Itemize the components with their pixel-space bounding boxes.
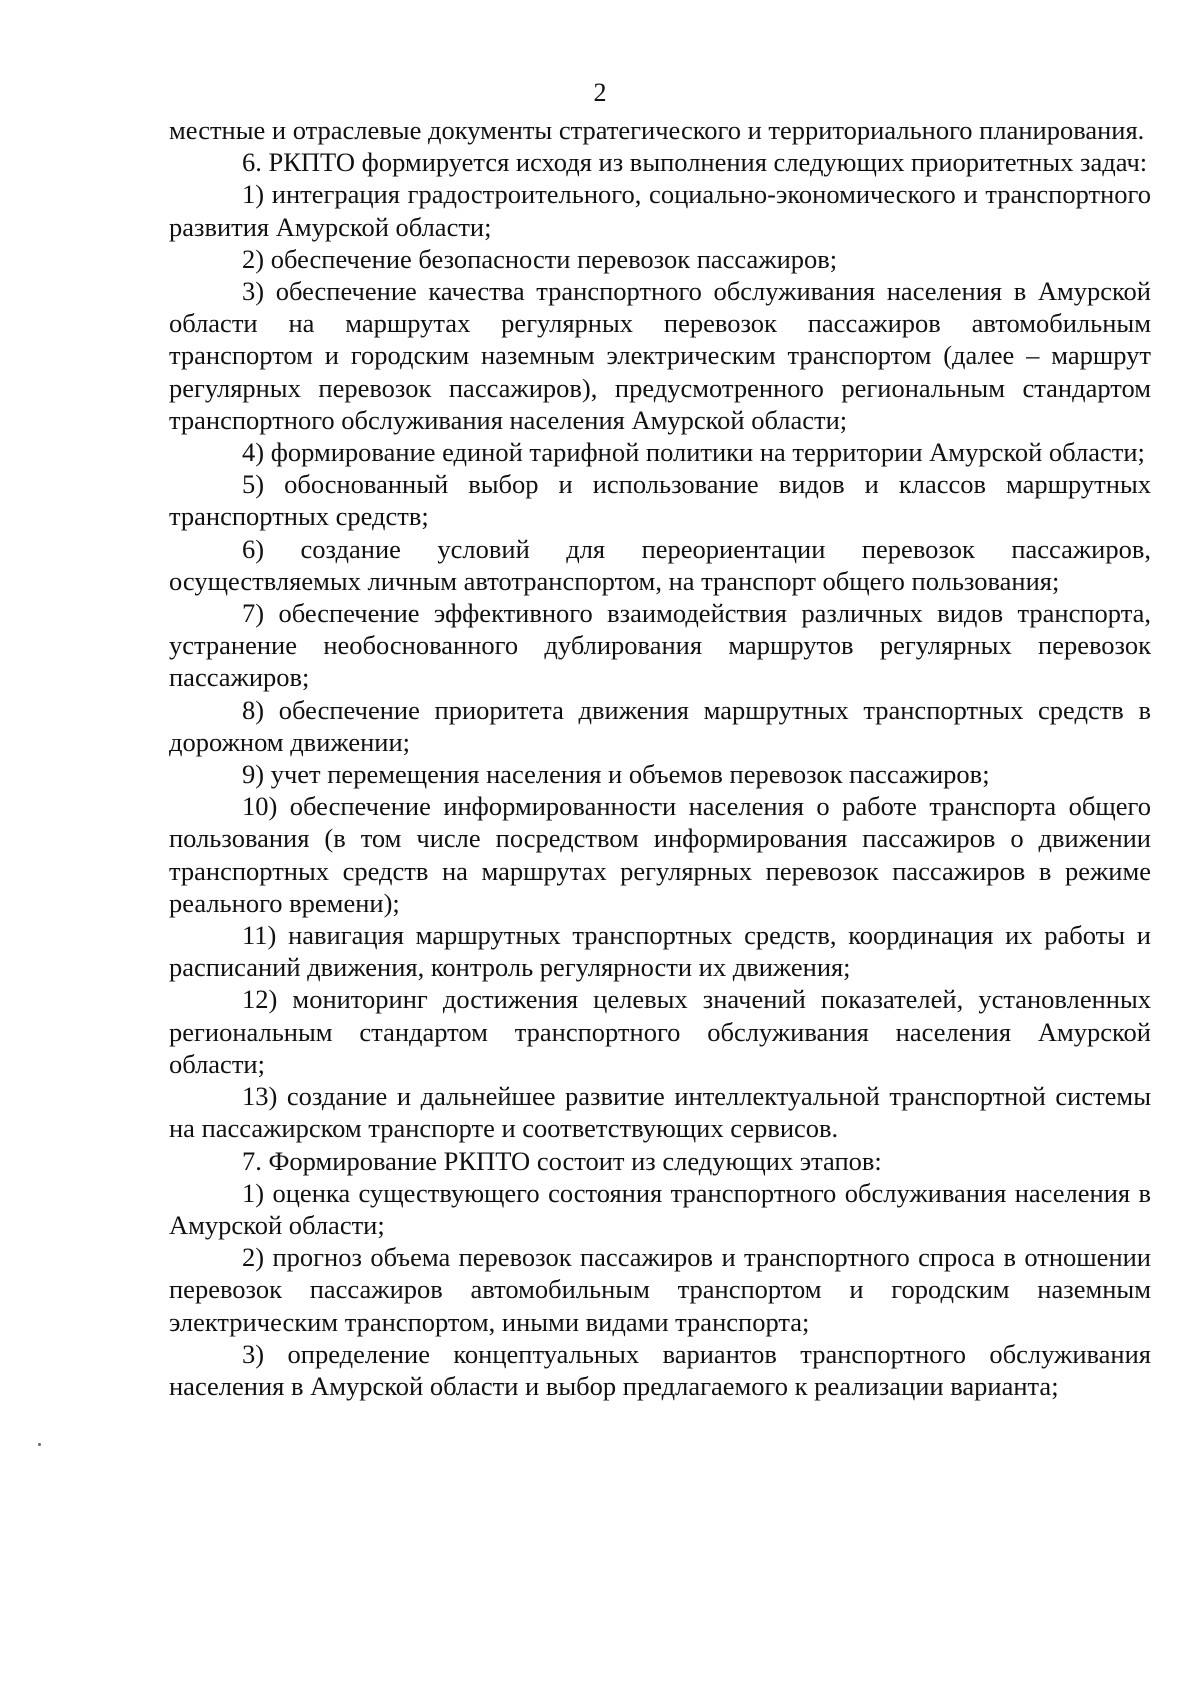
- paragraph-clause-6: 6. РКПТО формируется исходя из выполнения следующих приоритетных задач:: [242, 147, 1148, 178]
- list-item-6-11: 11) навигация маршрутных транспортных средств, координация их работы и расписаний движения, контроль регулярности их движения;: [169, 920, 1151, 983]
- list-item-7-1: 1) оценка существующего состояния транспортного обслуживания населения в Амурской области;: [169, 1177, 1151, 1240]
- document-body: [169, 114, 1151, 1402]
- list-item-7-3: 3) определение концептуальных вариантов транспортного обслуживания населения в Амурской области и выбор предлагаемого к реализации варианта;: [169, 1338, 1151, 1401]
- list-item-6-8: 8) обеспечение приоритета движения маршрутных транспортных средств в дорожном движении;: [169, 694, 1151, 757]
- list-item-6-12: 12) мониторинг достижения целевых значений показателей, установленных региональным стандартом транспортного обслуживания населения Амурской области;: [169, 984, 1151, 1079]
- list-item-6-7: 7) обеспечение эффективного взаимодействия различных видов транспорта, устранение необоснованного дублирования маршрутов регулярных перевозок пассажиров;: [169, 598, 1151, 693]
- list-item-6-2: 2) обеспечение безопасности перевозок пассажиров;: [242, 243, 838, 274]
- page-number: 2: [593, 78, 607, 107]
- list-item-7-2: 2) прогноз объема перевозок пассажиров и транспортного спроса в отношении перевозок пассажиров автомобильным транспортом и городским наземным электрическим транспортом, иными видами транспорта;: [169, 1242, 1151, 1337]
- paragraph-continuation: местные и отраслевые документы стратегического и территориального планирования.: [169, 115, 1145, 145]
- list-item-6-4: 4) формирование единой тарифной политики на территории Амурской области;: [242, 437, 1145, 468]
- list-item-6-3: 3) обеспечение качества транспортного обслуживания населения в Амурской области на маршрутах регулярных перевозок пассажиров автомобильным транспортом и городским наземным электрическим транспортом (далее – маршрут регулярных перевозок пассажиров), предусмотренного региональным стандартом транспортного обслуживания населения Амурской области;: [169, 276, 1151, 435]
- list-item-6-10: 10) обеспечение информированности населения о работе транспорта общего пользования (в том числе посредством информирования пассажиров о движении транспортных средств на маршрутах регулярных перевозок пассажиров в режиме реального времени);: [169, 791, 1151, 918]
- list-item-6-1: 1) интеграция градостроительного, социально-экономического и транспортного развития Амурской области;: [169, 179, 1151, 242]
- scan-speck: [38, 1443, 41, 1446]
- list-item-6-9: 9) учет перемещения населения и объемов перевозок пассажиров;: [242, 759, 990, 790]
- paragraph-clause-7: 7. Формирование РКПТО состоит из следующих этапов:: [242, 1145, 882, 1176]
- list-item-6-13: 13) создание и дальнейшее развитие интеллектуальной транспортной системы на пассажирском транспорте и соответствующих сервисов.: [169, 1081, 1151, 1144]
- list-item-6-6: 6) создание условий для переориентации перевозок пассажиров, осуществляемых личным автотранспортом, на транспорт общего пользования;: [169, 533, 1151, 596]
- list-item-6-5: 5) обоснованный выбор и использование видов и классов маршрутных транспортных средств;: [169, 469, 1151, 532]
